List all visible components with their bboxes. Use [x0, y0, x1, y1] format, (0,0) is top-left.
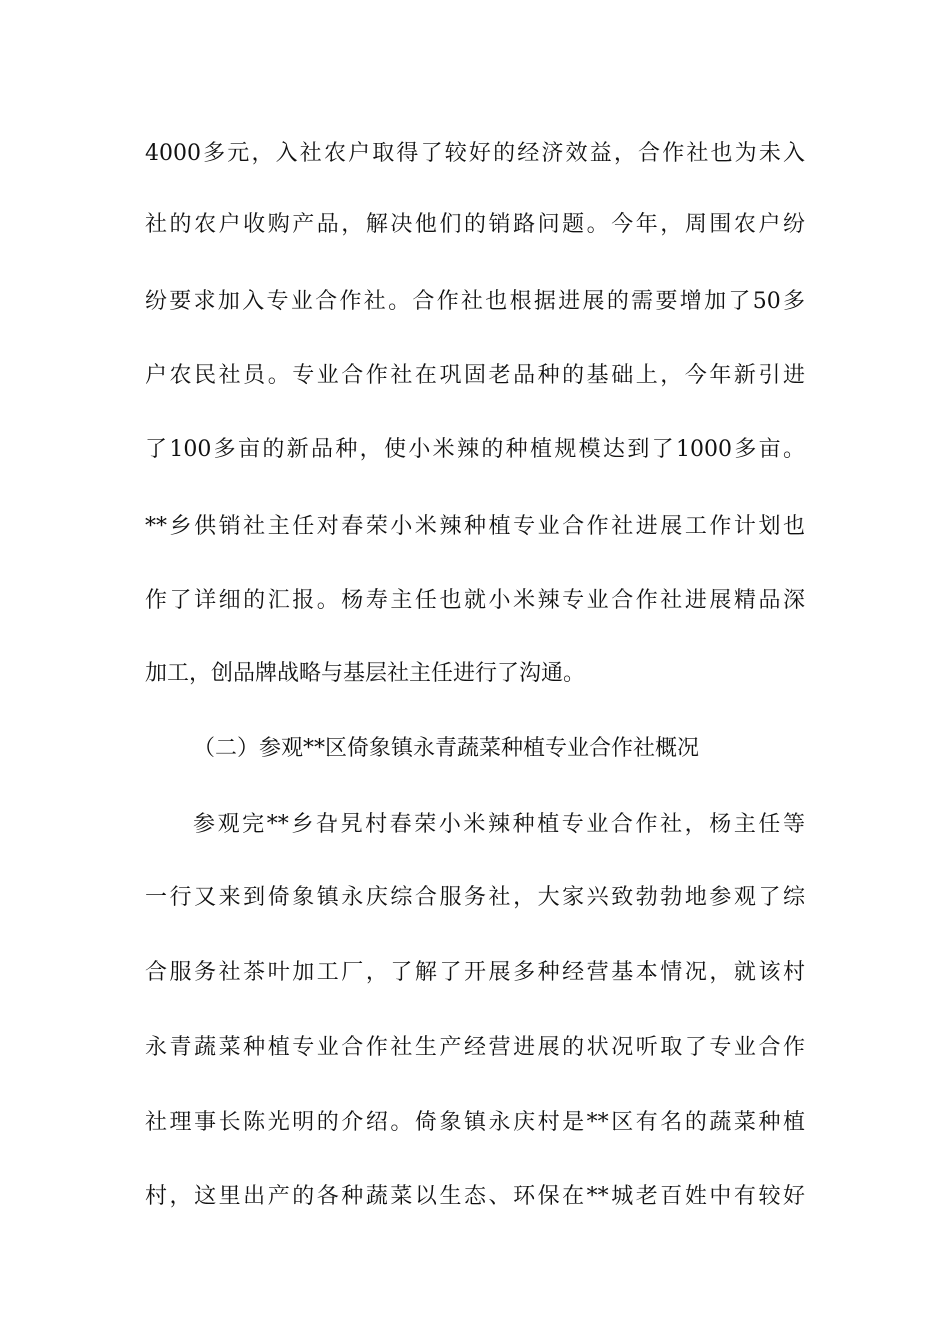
- paragraph-line-1: 4000多元，入社农户取得了较好的经济效益，合作社也为未入: [145, 141, 805, 166]
- paragraph-line-3: 纷要求加入专业合作社。合作社也根据进展的需要增加了50多: [145, 289, 805, 314]
- paragraph-line-10: 一行又来到倚象镇永庆综合服务社，大家兴致勃勃地参观了综: [145, 885, 805, 910]
- paragraph-line-2: 社的农户收购产品，解决他们的销路问题。今年，周围农户纷: [145, 212, 805, 237]
- paragraph-line-4: 户农民社员。专业合作社在巩固老品种的基础上，今年新引进: [145, 363, 805, 388]
- paragraph-line-14: 村，这里出产的各种蔬菜以生态、环保在**城老百姓中有较好: [145, 1184, 805, 1209]
- paragraph-line-9: 参观完**乡旮旯村春荣小米辣种植专业合作社，杨主任等: [193, 812, 805, 837]
- paragraph-line-7: 作了详细的汇报。杨寿主任也就小米辣专业合作社进展精品深: [145, 588, 805, 613]
- paragraph-line-13: 社理事长陈光明的介绍。倚象镇永庆村是**区有名的蔬菜种植: [145, 1110, 805, 1135]
- paragraph-line-11: 合服务社茶叶加工厂，了解了开展多种经营基本情况，就该村: [145, 960, 805, 985]
- paragraph-line-5: 了100多亩的新品种，使小米辣的种植规模达到了1000多亩。: [145, 437, 805, 462]
- paragraph-line-6: **乡供销社主任对春荣小米辣种植专业合作社进展工作计划也: [145, 514, 805, 539]
- paragraph-line-12: 永青蔬菜种植专业合作社生产经营进展的状况听取了专业合作: [145, 1035, 805, 1060]
- paragraph-line-8: 加工，创品牌战略与基层社主任进行了沟通。: [145, 661, 586, 686]
- section-heading: （二）参观**区倚象镇永青蔬菜种植专业合作社概况: [193, 736, 700, 761]
